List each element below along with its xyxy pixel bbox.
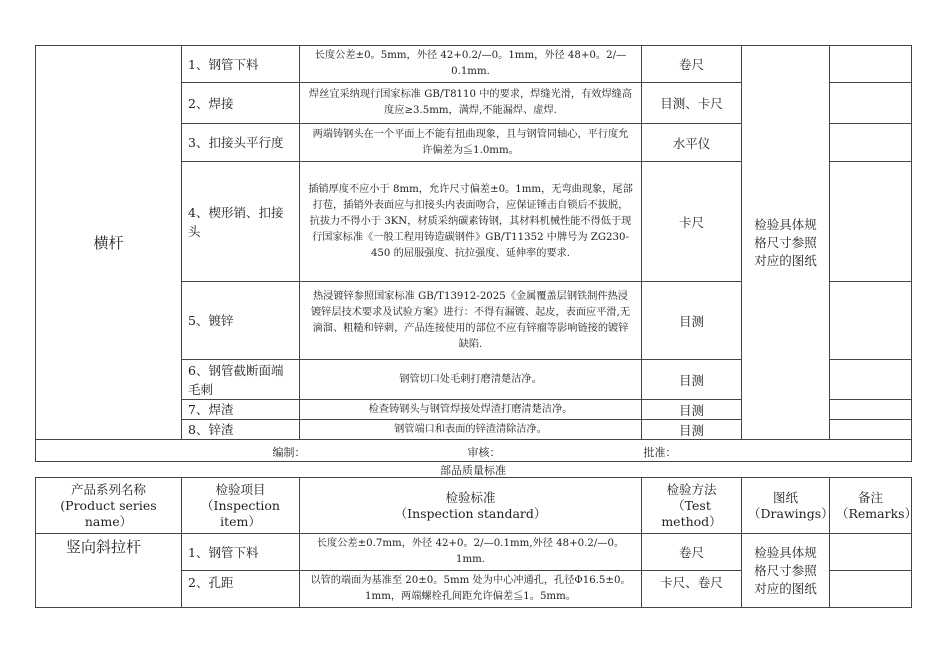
inspection-item: 7、焊渣 bbox=[182, 400, 300, 420]
inspection-standard: 焊丝宜采纳现行国家标准 GB/T8110 中的要求，焊缝光滑，有效焊缝高度应≥3.5mm，满焊,不能漏焊、虚焊. bbox=[300, 83, 642, 124]
inspection-item: 4、楔形销、扣接头 bbox=[182, 162, 300, 282]
inspection-item: 2、孔距 bbox=[182, 571, 300, 608]
test-method: 卡尺、卷尺 bbox=[642, 571, 742, 608]
test-method: 卷尺 bbox=[642, 46, 742, 83]
header-remarks: 备注 （Remarks） bbox=[830, 478, 912, 534]
inspection-item: 5、镀锌 bbox=[182, 282, 300, 360]
remarks-cell bbox=[830, 400, 912, 420]
test-method: 目测、卡尺 bbox=[642, 83, 742, 124]
test-method: 目测 bbox=[642, 282, 742, 360]
inspection-item: 3、扣接头平行度 bbox=[182, 124, 300, 162]
header-inspection-item: 检验项目 （Inspection item） bbox=[182, 478, 300, 534]
remarks-cell bbox=[830, 124, 912, 162]
inspection-item: 1、钢管下料 bbox=[182, 46, 300, 83]
remarks-cell bbox=[830, 534, 912, 571]
test-method: 卷尺 bbox=[642, 534, 742, 571]
signature-footer bbox=[36, 440, 912, 462]
header-product-series: 产品系列名称 (Product series name） bbox=[36, 478, 182, 534]
inspection-item: 6、钢管截断面端毛刺 bbox=[182, 360, 300, 400]
remarks-cell bbox=[830, 162, 912, 282]
inspection-table-diagonal-brace bbox=[35, 477, 918, 608]
test-method: 目测 bbox=[642, 400, 742, 420]
reviewed-by-label: 审核： bbox=[467, 445, 501, 459]
inspection-standard: 长度公差±0.7mm，外径 42+0。2/—0.1mm,外径 48+0.2/—0。1mm. bbox=[300, 534, 642, 571]
header-test-method: 检验方法 （Test method） bbox=[642, 478, 742, 534]
table-row bbox=[36, 46, 912, 83]
drawing-note: 检验具体规格尺寸参照对应的图纸 bbox=[742, 46, 830, 440]
inspection-standard: 热浸镀锌参照国家标准 GB/T13912-2025《金属覆盖层钢铁制件热浸镀锌层技术要求及试验方案》进行：不得有漏镀、起皮，表面应平滑,无滴溜、粗糙和锌刺，产品连接使用的部位不应有锌瘤等影响链接的镀锌缺陷. bbox=[300, 282, 642, 360]
product-category: 横杆 bbox=[36, 46, 182, 440]
inspection-item: 1、钢管下料 bbox=[182, 534, 300, 571]
drawing-note: 检验具体规格尺寸参照对应的图纸 bbox=[742, 534, 830, 608]
section-caption: 部品质量标准 bbox=[440, 464, 506, 477]
inspection-table-crossbar bbox=[35, 45, 912, 462]
inspection-standard: 检查铸钢头与钢管焊接处焊渣打磨清楚洁净。 bbox=[300, 400, 642, 420]
remarks-cell bbox=[830, 83, 912, 124]
test-method: 目测 bbox=[642, 420, 742, 440]
remarks-cell bbox=[830, 571, 912, 608]
inspection-item: 8、锌渣 bbox=[182, 420, 300, 440]
inspection-standard: 长度公差±0。5mm，外径 42+0.2/—0。1mm，外径 48+0。2/—0.1mm. bbox=[300, 46, 642, 83]
remarks-cell bbox=[830, 46, 912, 83]
approved-by-label: 批准： bbox=[643, 445, 677, 459]
test-method: 水平仪 bbox=[642, 124, 742, 162]
test-method: 卡尺 bbox=[642, 162, 742, 282]
prepared-by-label: 编制： bbox=[272, 445, 306, 459]
inspection-standard: 钢管切口处毛刺打磨清楚洁净。 bbox=[300, 360, 642, 400]
inspection-standard: 以管的端面为基准至 20±0。5mm 处为中心冲通孔，孔径Φ16.5±0。1mm，两端螺栓孔间距允许偏差≦1。5mm。 bbox=[300, 571, 642, 608]
signature-row bbox=[36, 440, 912, 462]
header-drawings: 图纸 （Drawings） bbox=[742, 478, 830, 534]
header-row bbox=[36, 478, 912, 534]
remarks-cell bbox=[830, 420, 912, 440]
header-inspection-standard: 检验标准 （Inspection standard） bbox=[300, 478, 642, 534]
test-method: 目测 bbox=[642, 360, 742, 400]
product-category: 竖向斜拉杆 bbox=[36, 534, 182, 608]
inspection-standard: 插销厚度不应小于 8mm，允许尺寸偏差±0。1mm，无弯曲现象，尾部打苞，插销外表面应与扣接头内表面吻合，应保证锤击自锁后不拔脱，抗拔力不得小于 3KN，材质采纳碳素铸钢，其材料机械性能不得低于现行国家标准《一般工程用铸造碳钢件》GB/T11352 中牌号为 ZG230-450 的屈服强度、抗拉强度、延伸率的要求. bbox=[300, 162, 642, 282]
inspection-standard: 两端铸钢头在一个平面上不能有扭曲现象，且与钢管同轴心，平行度允许偏差为≦1.0mm。 bbox=[300, 124, 642, 162]
table-row bbox=[36, 534, 912, 571]
remarks-cell bbox=[830, 360, 912, 400]
inspection-item: 2、焊接 bbox=[182, 83, 300, 124]
remarks-cell bbox=[830, 282, 912, 360]
inspection-standard: 钢管端口和表面的锌渣清除洁净。 bbox=[300, 420, 642, 440]
